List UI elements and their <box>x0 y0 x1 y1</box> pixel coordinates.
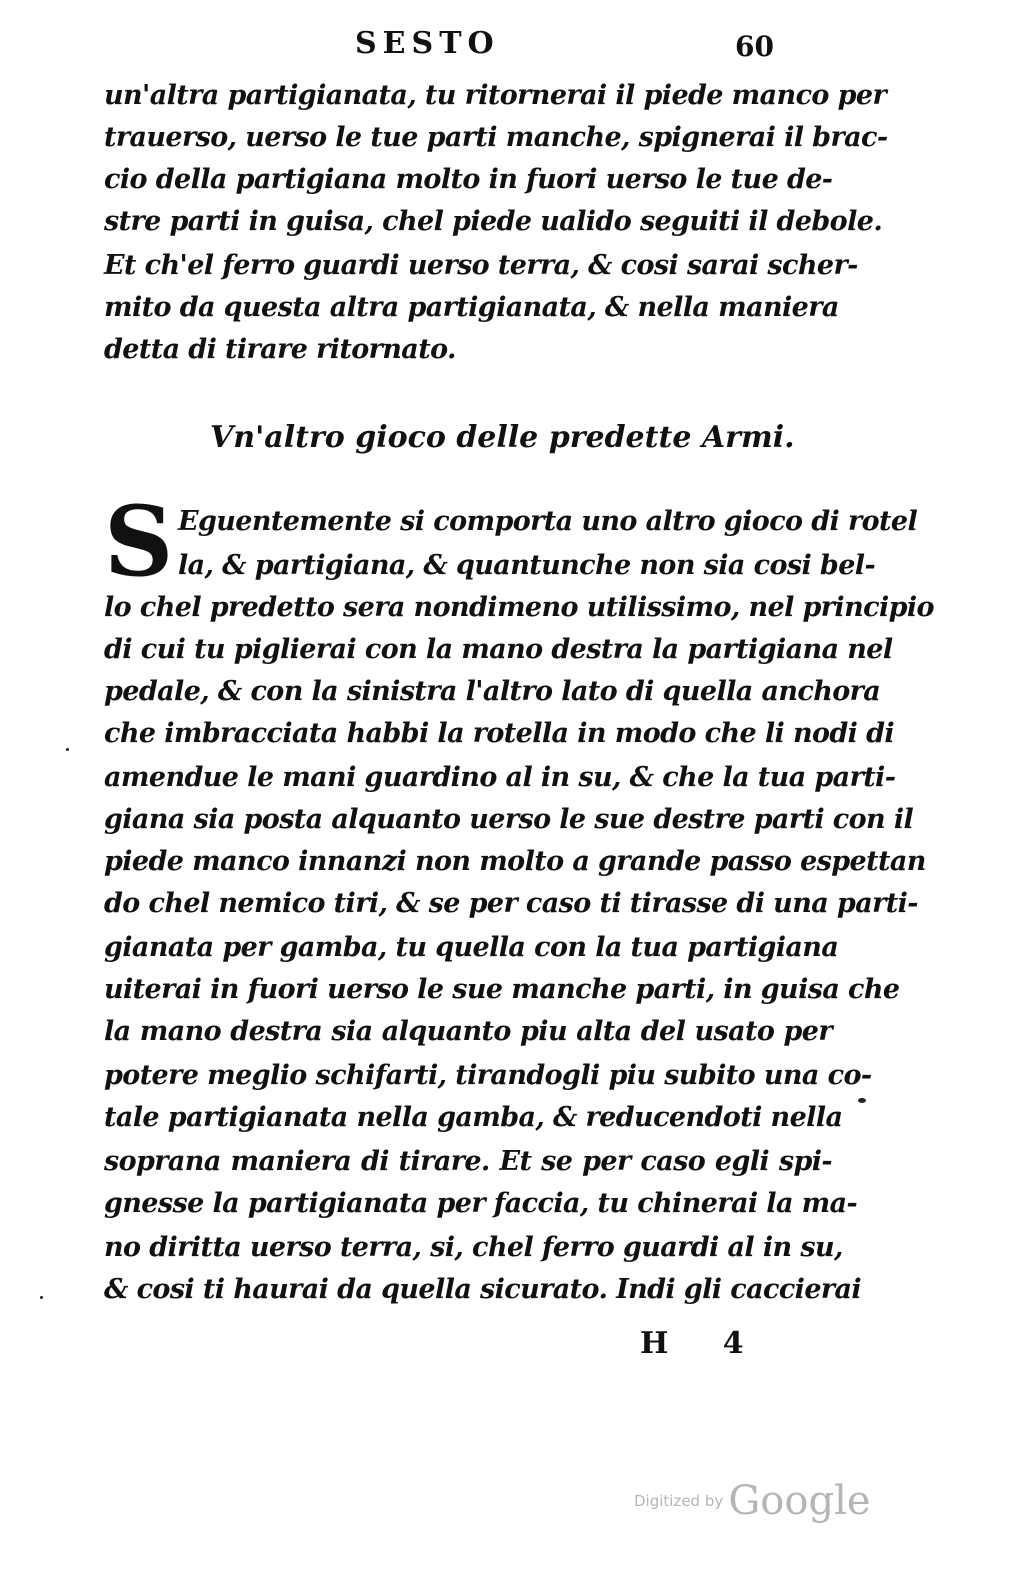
text-line: trauerso, uerso le tue parti manche, spignerai il brac- <box>104 122 888 153</box>
running-head: SESTO <box>355 26 500 61</box>
text-line: potere meglio schifarti, tirandogli piu subito una co- <box>104 1060 872 1091</box>
text-line: di cui tu piglierai con la mano destra la partigiana nel <box>104 634 893 665</box>
text-line: do chel nemico tiri, & se per caso ti tirasse di una parti- <box>104 888 918 919</box>
section-heading: Vn'altro gioco delle predette Armi. <box>210 420 795 455</box>
text-line: Eguentemente si comporta uno altro gioco di rotel <box>178 506 918 537</box>
text-line: la, & partigiana, & quantunche non sia cosi bel- <box>178 550 876 581</box>
watermark-prefix: Digitized by <box>634 1492 724 1510</box>
scan-speck <box>66 748 69 751</box>
google-logo: Google <box>728 1478 871 1524</box>
signature-mark: H 4 <box>640 1326 766 1361</box>
text-line: tale partigianata nella gamba, & reducendoti nella <box>104 1102 843 1133</box>
drop-cap: S <box>104 485 174 598</box>
text-line: no diritta uerso terra, si, chel ferro guardi al in su, <box>104 1232 843 1263</box>
scan-speck <box>40 1296 43 1299</box>
text-line: la mano destra sia alquanto piu alta del usato per <box>104 1016 832 1047</box>
scan-speck <box>858 1098 866 1103</box>
text-line: stre parti in guisa, chel piede ualido seguiti il debole. <box>104 206 883 237</box>
text-line: che imbracciata habbi la rotella in modo che li nodi di <box>104 718 895 749</box>
text-line: uiterai in fuori uerso le sue manche parti, in guisa che <box>104 974 900 1005</box>
text-line: giana sia posta alquanto uerso le sue destre parti con il <box>104 804 914 835</box>
text-line: cio della partigiana molto in fuori uerso le tue de- <box>104 164 833 195</box>
text-line: amendue le mani guardino al in su, & che la tua parti- <box>104 762 896 793</box>
text-line: gianata per gamba, tu quella con la tua partigiana <box>104 932 839 963</box>
text-line: un'altra partigianata, tu ritornerai il piede manco per <box>104 80 887 111</box>
text-line: detta di tirare ritornato. <box>104 334 456 365</box>
text-line: pedale, & con la sinistra l'altro lato di quella anchora <box>104 676 881 707</box>
text-line: piede manco innanzi non molto a grande passo espettan <box>104 846 926 877</box>
text-line: mito da questa altra partigianata, & nella maniera <box>104 292 839 323</box>
text-line: lo chel predetto sera nondimeno utilissimo, nel principio <box>104 592 934 623</box>
text-line: & cosi ti haurai da quella sicurato. Indi gli caccierai <box>104 1274 862 1305</box>
text-line: soprana maniera di tirare. Et se per caso egli spi- <box>104 1146 832 1177</box>
page-number: 60 <box>735 30 774 63</box>
text-line: Et ch'el ferro guardi uerso terra, & cosi sarai scher- <box>104 250 858 281</box>
digitized-watermark <box>634 1478 871 1524</box>
text-line: gnesse la partigianata per faccia, tu chinerai la ma- <box>104 1188 858 1219</box>
